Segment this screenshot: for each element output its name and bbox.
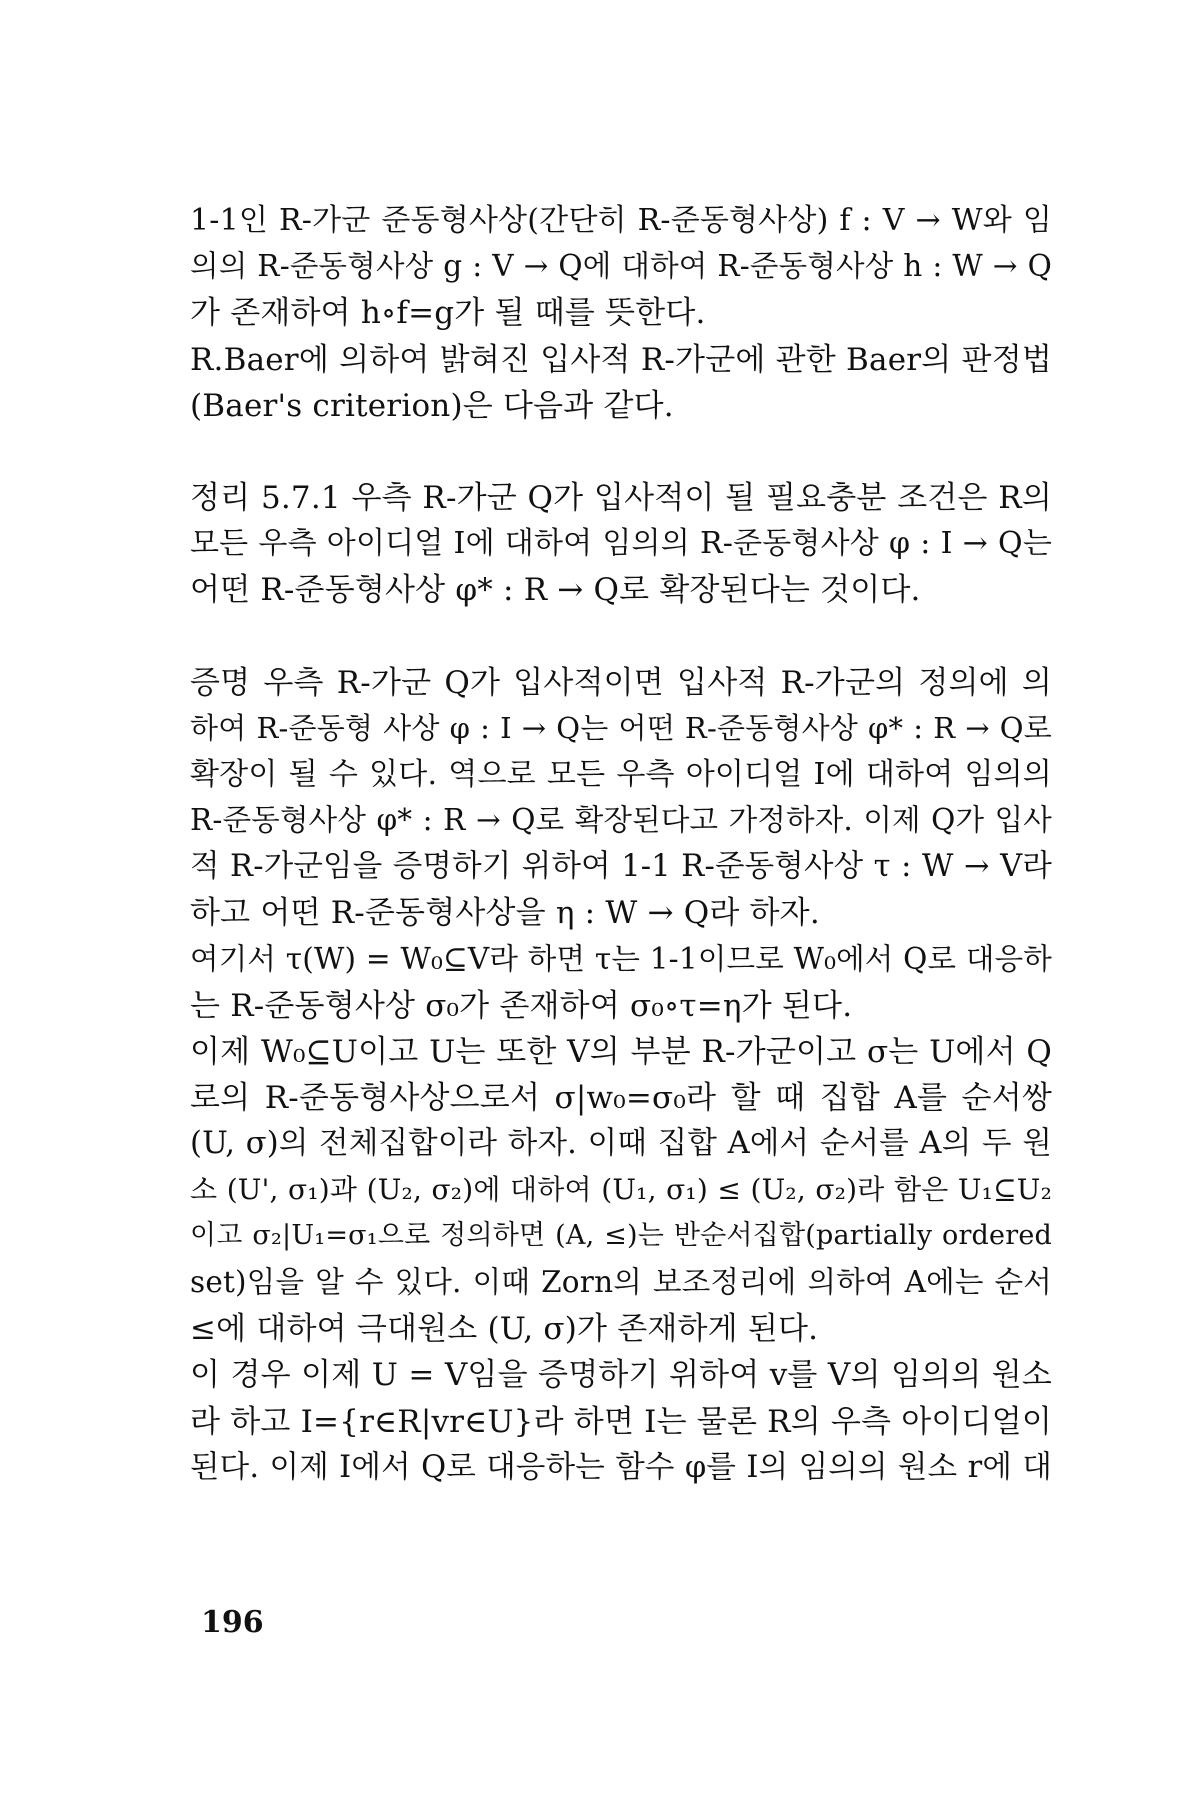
text-line: 된다. 이제 I에서 Q로 대응하는 함수 φ를 I의 임의의 원소 r에 대 [190,1449,1052,1485]
text-line: 하여 R-준동형 사상 φ : I → Q는 어떤 R-준동형사상 φ* : R → Q로 [190,710,1052,745]
text-line: 모든 우측 아이디얼 I에 대하여 임의의 R-준동형사상 φ : I → Q는 [190,526,1052,562]
proof-block [190,664,1052,932]
text-line: 어떤 R-준동형사상 φ* : R → Q로 확장된다는 것이다. [190,572,921,609]
paragraph-3 [190,1034,1052,1348]
paragraph-4 [190,1357,1052,1485]
text-line: ≤에 대하여 극대원소 (U, σ)가 존재하게 된다. [190,1311,819,1348]
text-line: 적 R-가군임을 증명하기 위하여 1-1 R-준동형사상 τ : W → V라 [190,849,1052,885]
paragraph-intro [190,203,1052,332]
paragraph-2 [190,941,1052,1024]
text-line: 여기서 τ(W) = W₀⊆V라 하면 τ는 1-1이므로 W₀에서 Q로 대응하 [190,941,1052,976]
text-line: 로의 R-준동형사상으로서 σ|w₀=σ₀라 할 때 집합 A를 순서쌍 [190,1080,1052,1117]
text-line: R.Baer에 의하여 밝혀진 입사적 R-가군에 관한 Baer의 판정법 [190,341,1052,378]
text-line: 정리 5.7.1 우측 R-가군 Q가 입사적이 될 필요충분 조건은 R의 [190,479,1052,516]
text-line: 확장이 될 수 있다. 역으로 모든 우측 아이디얼 I에 대하여 임의의 [190,756,1052,792]
text-line: set)임을 알 수 있다. 이때 Zorn의 보조정리에 의하여 A에는 순서 [190,1264,1052,1299]
text-line: 이고 σ₂|U₁=σ₁으로 정의하면 (A, ≤)는 반순서집합(partially ordered [190,1219,1052,1251]
text-line: 1-1인 R-가군 준동형사상(간단히 R-준동형사상) f : V → W와 임 [190,203,1052,238]
text-line: 이 경우 이제 U = V임을 증명하기 위하여 v를 V의 임의의 원소 [190,1357,1052,1394]
paragraph-baer-intro [190,341,1052,424]
text-line: (U, σ)의 전체집합이라 하자. 이때 집합 A에서 순서를 A의 두 원 [190,1126,1052,1162]
text-line: 는 R-준동형사상 σ₀가 존재하여 σ₀∘τ=η가 된다. [190,987,853,1024]
text-line: 하고 어떤 R-준동형사상을 η : W → Q라 하자. [190,895,820,932]
text-line: 증명 우측 R-가군 Q가 입사적이면 입사적 R-가군의 정의에 의 [190,664,1052,701]
text-line: 이제 W₀⊆U이고 U는 또한 V의 부분 R-가군이고 σ는 U에서 Q [190,1034,1052,1070]
text-line: (Baer's criterion)은 다음과 같다. [190,387,674,424]
text-line: 가 존재하여 h∘f=g가 될 때를 뜻한다. [190,295,706,332]
page-number: 196 [201,1605,264,1640]
theorem-block [190,479,1052,609]
text-line: 소 (U', σ₁)과 (U₂, σ₂)에 대하여 (U₁, σ₁) ≤ (U₂, σ₂)라 함은 U₁⊆U₂ [190,1172,1052,1206]
text-line: 라 하고 I={r∈R|vr∈U}라 하면 I는 물론 R의 우측 아이디얼이 [190,1403,1052,1440]
text-line: R-준동형사상 φ* : R → Q로 확장된다고 가정하자. 이제 Q가 입사 [190,803,1052,838]
text-line: 의의 R-준동형사상 g : V → Q에 대하여 R-준동형사상 h : W → Q [190,249,1052,284]
